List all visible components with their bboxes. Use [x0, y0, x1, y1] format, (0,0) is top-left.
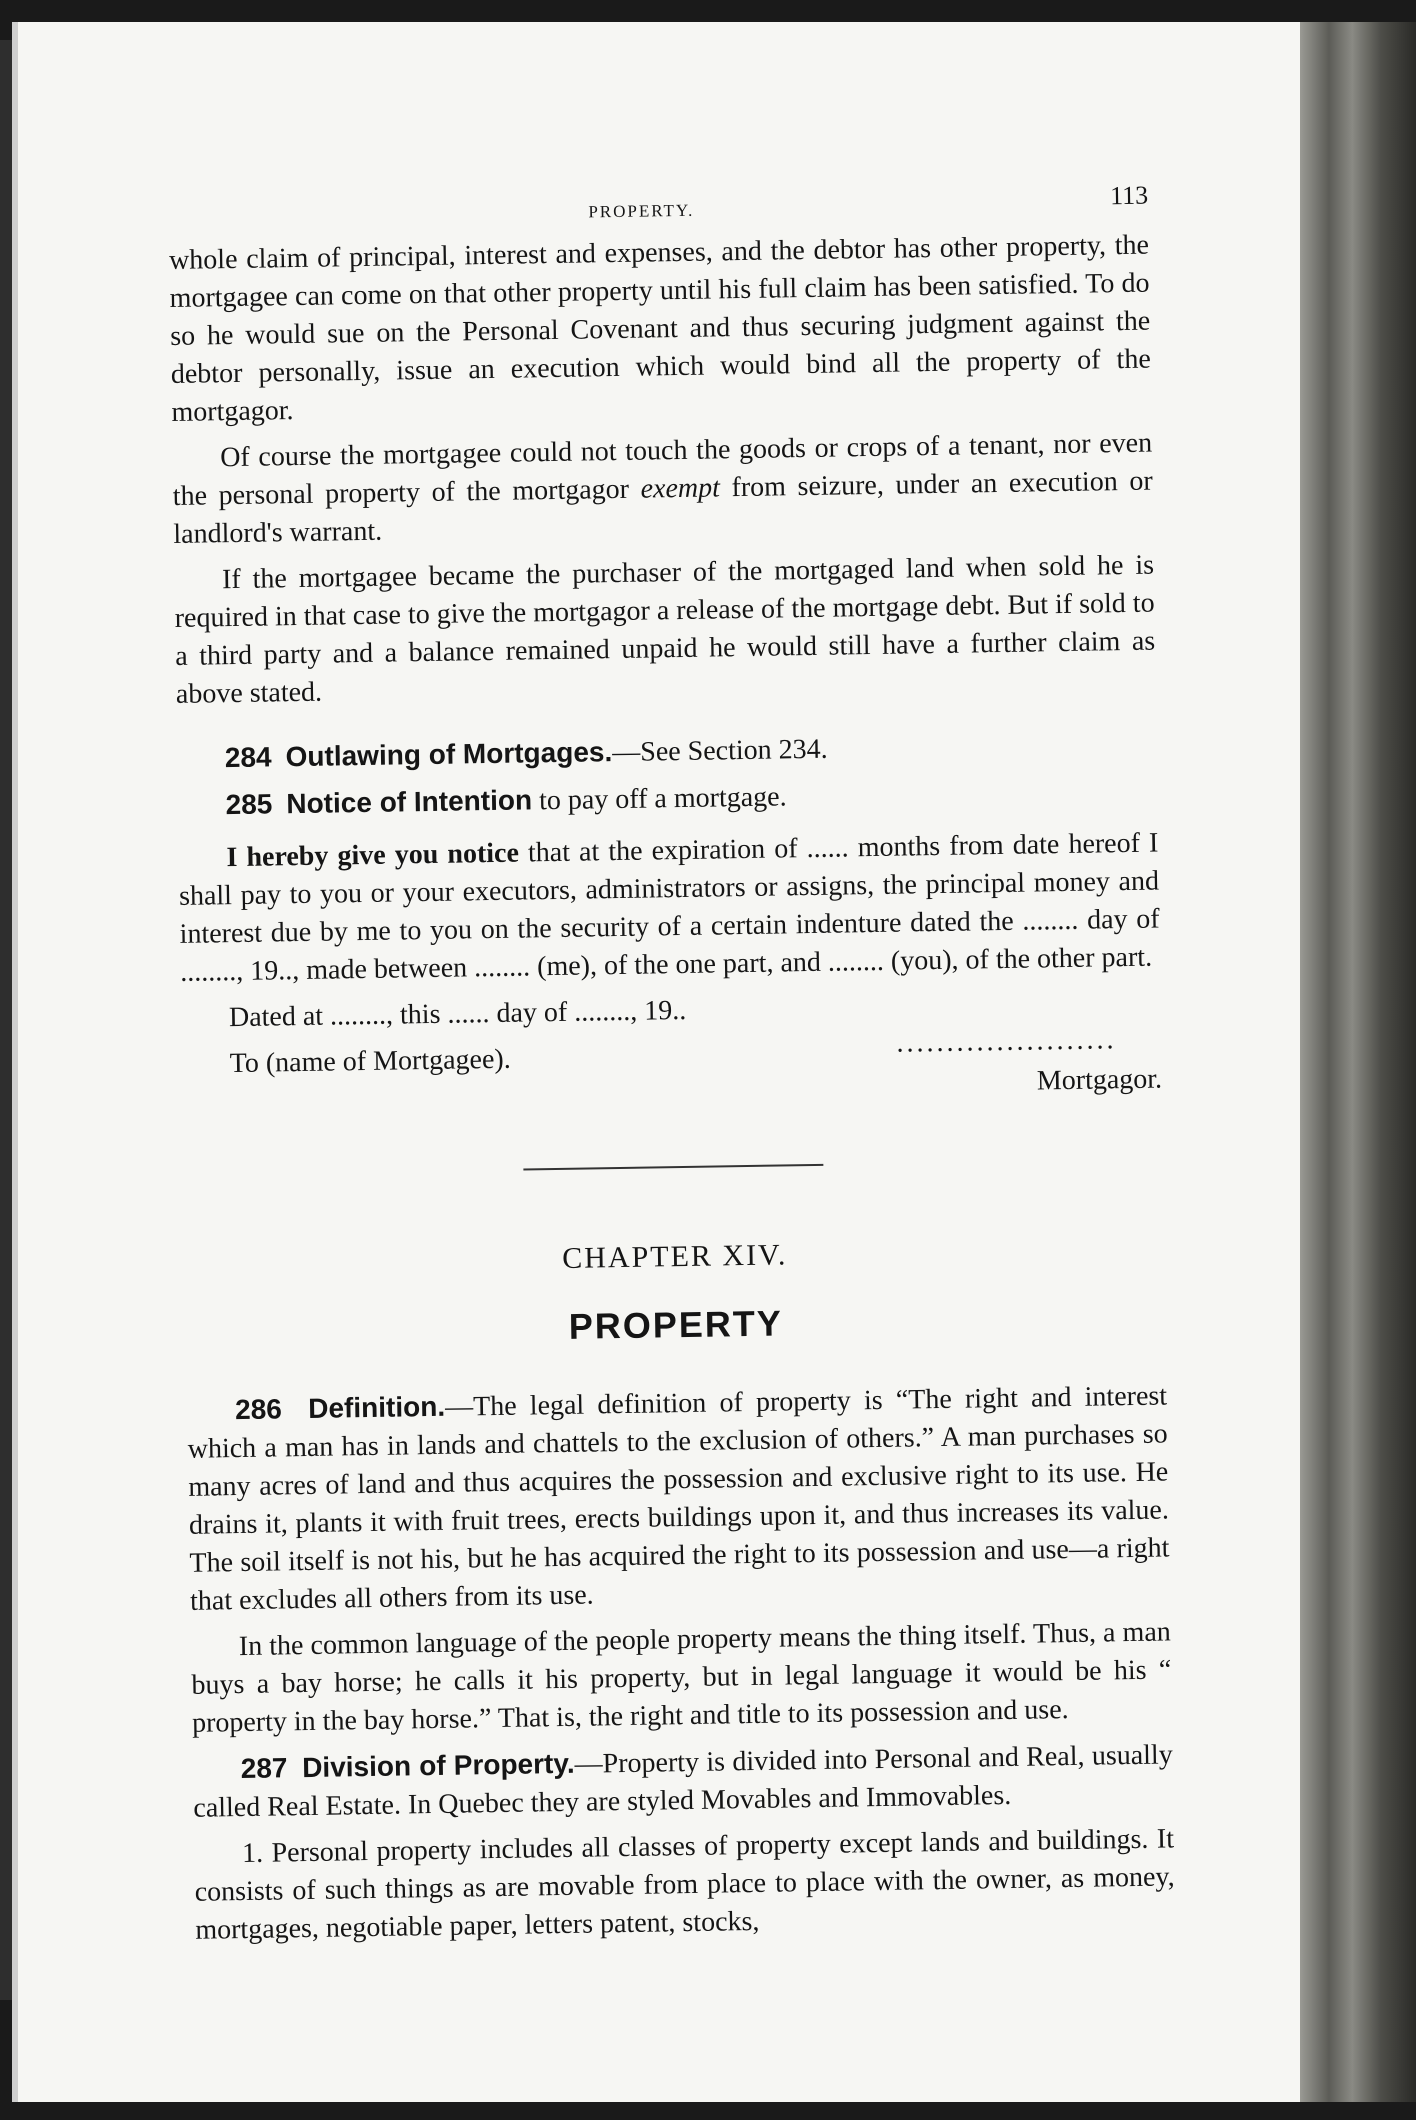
page-edge-stack — [1300, 22, 1416, 2102]
paragraph-exempt: Of course the mortgagee could not touch the goods or crops of a tenant, nor even the personal property of the mortgagor exempt from seizure, under an execution or landlord's warrant. — [172, 427, 1153, 550]
signature-label: Mortgagor. — [1036, 1063, 1163, 1097]
section-287: 287 Division of Property.—Property is divided into Personal and Real, usually called Real Estate. In Quebec they are styled Movables and Immovables. — [193, 1739, 1173, 1824]
section-number: 287 — [240, 1752, 288, 1785]
section-divider — [523, 1164, 823, 1171]
addressee-line: To (name of Mortgagee). — [229, 1043, 511, 1080]
section-title: Outlawing of Mortgages. — [285, 736, 613, 773]
page-text — [168, 177, 1176, 1958]
dated-line: Dated at ........, this ...... day of ........, 19.. — [228, 994, 687, 1034]
section-285: 285 Notice of Intention to pay off a mortgage. — [225, 781, 787, 821]
paragraph-purchaser: If the mortgagee became the purchaser of the mortgaged land when sold he is required in that case to give the mortgagor a release of the mortgage debt. But if sold to a third party and a balance remained unpaid he would still have a further claim as above stated. — [174, 549, 1156, 710]
notice-form: I hereby give you notice that at the expiration of ...... months from date hereof I shall pay to you or your executors, administrators or assigns, the principal money and interest due by me to you on the security of a certain indenture dated the ........ day of ........, 19.., made between ........ (me), of the one part, and ........ (you), of the other part. — [178, 827, 1160, 988]
signature-block — [181, 1024, 1163, 1126]
section-number: 284 — [224, 741, 272, 774]
paragraph-continuation: whole claim of principal, interest and expenses, and the debtor has other property, the mortgagee can come on that other property until his full claim has been satisfied. To do so he would sue on the Personal Covenant and thus securing judgment against the debtor personally, issue an execution which would bind all the property of the mortgagor. — [168, 229, 1151, 428]
section-number: 285 — [225, 788, 273, 821]
chapter-title: PROPERTY — [568, 1302, 784, 1347]
section-number: 286 — [234, 1393, 283, 1426]
left-binding-shadow — [0, 40, 12, 2000]
paragraph-common-language: In the common language of the people property means the thing itself. Thus, a man buys a bay horse; he calls it his property, but in legal language it would be his “ property in the bay horse.” That is, the right and title to its possession and use. — [191, 1616, 1172, 1739]
paragraph-personal-property: 1. Personal property includes all classes of property except lands and buildings. It consists of such things as are movable from place to place with the owner, as money, mortgages, negotiable paper, letters patent, stocks, — [194, 1823, 1175, 1946]
running-head: PROPERTY. — [588, 200, 695, 222]
book-page — [12, 22, 1318, 2102]
page-header — [168, 177, 1149, 232]
section-title: Division of Property. — [301, 1747, 575, 1784]
chapter-number: CHAPTER XIV. — [561, 1238, 788, 1275]
section-286: 286 Definition.—The legal definition of property is “The right and interest which a man has in lands and chattels to the exclusion of others.” A man purchases so many acres of land and thus acquires the possession and exclusive right to its use. He drains it, plants it with fruit trees, erects buildings upon it, and thus increases its value. The soil itself is not his, but he has acquired the right to its possession and use—a right that excludes all others from its use. — [187, 1380, 1170, 1617]
page-number: 113 — [1109, 180, 1149, 211]
section-284: 284 Outlawing of Mortgages.—See Section 234. — [224, 733, 828, 774]
section-title: Definition. — [307, 1390, 446, 1424]
section-title: Notice of Intention — [286, 784, 533, 820]
signature-line: ...................... — [896, 1024, 1117, 1059]
